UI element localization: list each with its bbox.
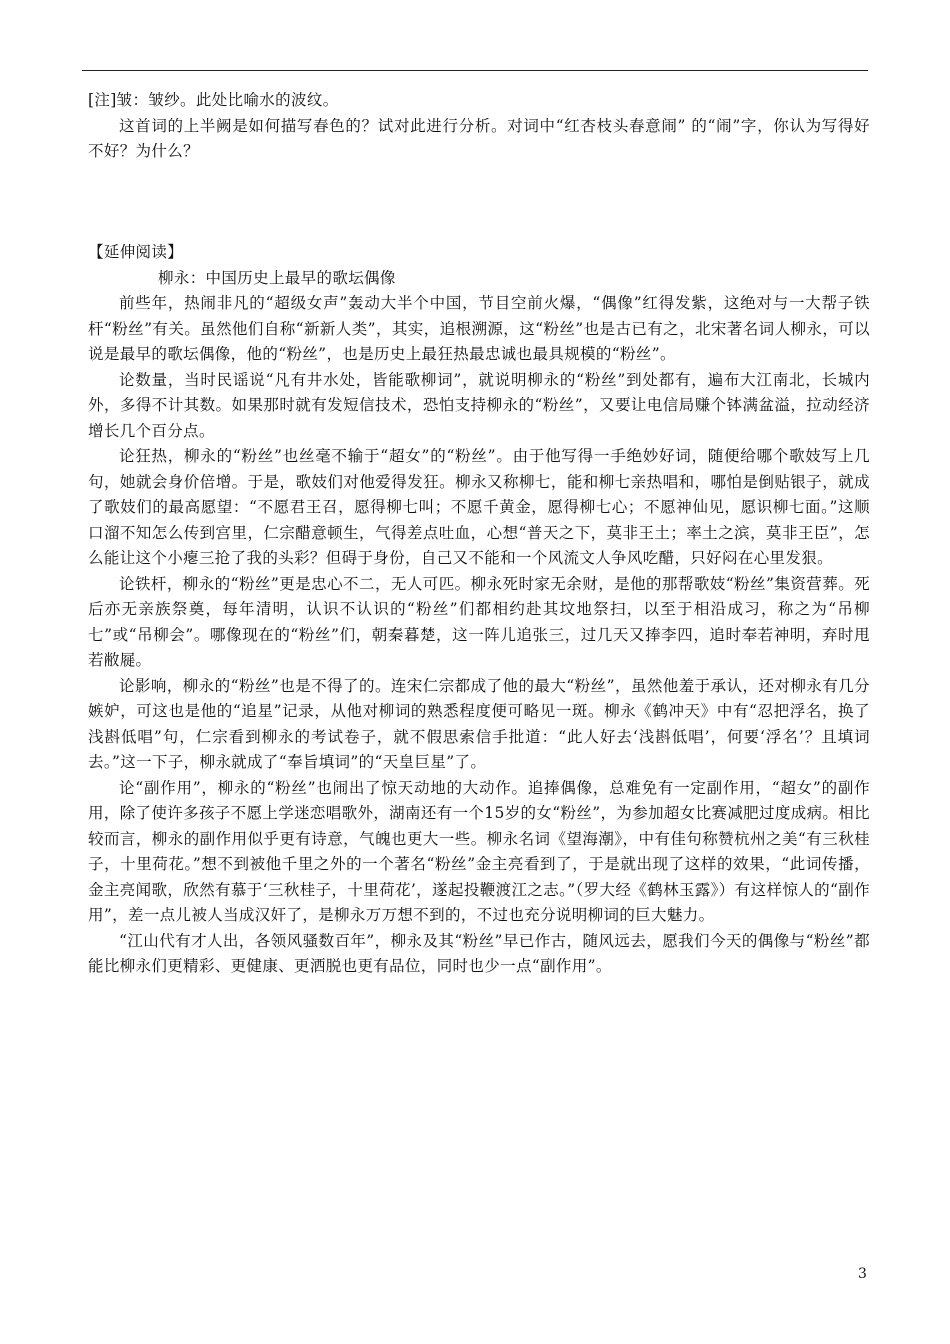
exercise-question: 这首词的上半阙是如何描写春色的？试对此进行分析。对词中“红杏枝头春意闹” 的“闹”字，你认为写得好不好？为什么？ [88,116,870,160]
article-paragraph: 论铁杆，柳永的“粉丝”更是忠心不二，无人可匹。柳永死时家无余财，是他的那帮歌妓“粉丝”集资营葬。死后亦无亲族祭奠，每年清明，认识不认识的“粉丝”们都相约赴其坟地祭扫，以至于相沿成习，称之为“吊柳七”或“吊柳会”。哪像现在的“粉丝”们，朝秦暮楚，这一阵儿追张三，过几天又捧李四，追时奉若神明，弃时甩若敝屣。 [88,574,870,669]
page-number: 3 [858,1266,867,1282]
article-paragraph: 论狂热，柳永的“粉丝”也丝毫不输于“超女”的“粉丝”。由于他写得一手绝妙好词，随便给哪个歌妓写上几句，她就会身价倍增。于是，歌妓们对他爱得发狂。柳永又称柳七，能和柳七亲热唱和，哪怕是倒贴银子，就成了歌妓们的最高愿望：“不愿君王召，愿得柳七叫；不愿千黄金，愿得柳七心；不愿神仙见，愿识柳七面。”这顺口溜不知怎么传到宫里，仁宗醋意顿生，气得差点吐血，心想“普天之下，莫非王土；率土之滨，莫非王臣”，怎么能让这个小瘪三抢了我的头彩？但碍于身份，自己又不能和一个风流文人争风吃醋，只好闷在心里发狠。 [88,447,870,567]
article-title: 柳永：中国历史上最早的歌坛偶像 [158,268,396,287]
article-paragraph: 论数量，当时民谣说“凡有井水处，皆能歌柳词”，就说明柳永的“粉丝”到处都有，遍布大江南北，长城内外，多得不计其数。如果那时就有发短信技术，恐怕支持柳永的“粉丝”，又要让电信局赚个钵满盆溢，拉动经济增长几个百分点。 [88,370,870,440]
annotation-and-question [88,88,870,165]
footnote-label: [注] [88,91,117,109]
article-paragraph: 论“副作用”，柳永的“粉丝”也闹出了惊天动地的大动作。追捧偶像，总难免有一定副作用，“超女”的副作用，除了使许多孩子不愿上学迷恋唱歌外，湖南还有一个15岁的女“粉丝”，为参加超女比赛减肥过度成病。相比较而言，柳永的副作用似乎更有诗意，气魄也更大一些。柳永名词《望海潮》，中有佳句称赞杭州之美“有三秋桂子，十里荷花。”想不到被他千里之外的一个著名“粉丝”金主亮看到了，于是就出现了这样的效果，“此词传播，金主亮闻歌，欣然有慕于‘三秋桂子，十里荷花’，遂起投鞭渡江之志。”（罗大经《鹤林玉露》）有这样惊人的“副作用”，差一点儿被人当成汉奸了，是柳永万万想不到的，不过也充分说明柳词的巨大魅力。 [88,778,870,924]
footnote-text: 皱：皱纱。此处比喻水的波纹。 [116,91,339,109]
article-paragraph: 前些年，热闹非凡的“超级女声”轰动大半个中国，节目空前火爆，“偶像”红得发紫，这绝对与一大帮子铁杆“粉丝”有关。虽然他们自称“新新人类”，其实，追根溯源，这“粉丝”也是古已有之，北宋著名词人柳永，可以说是最早的歌坛偶像，他的“粉丝”，也是历史上最狂热最忠诚也最具规模的“粉丝”。 [88,294,870,363]
article-paragraph: 论影响，柳永的“粉丝”也是不得了的。连宋仁宗都成了他的最大“粉丝”，虽然他羞于承认，还对柳永有几分嫉妒，可这也是他的“追星”记录，从他对柳词的熟悉程度便可略见一斑。柳永《鹤冲天》中有“忍把浮名，换了浅斟低唱”句，仁宗看到柳永的考试卷子，就不假思索信手批道：“此人好去‘浅斟低唱’，何要‘浮名’？且填词去。”这一下子，柳永就成了“奉旨填词”的“天皇巨星”了。 [88,676,870,771]
article-paragraph: “江山代有才人出，各领风骚数百年”，柳永及其“粉丝”早已作古，随风远去，愿我们今天的偶像与“粉丝”都能比柳永们更精彩、更健康、更洒脱也更有品位，同时也少一点“副作用”。 [88,931,870,975]
section-heading: 【延伸阅读】 [88,243,184,261]
footnote [88,88,870,114]
header-rule [82,70,868,71]
extended-reading [88,240,870,980]
